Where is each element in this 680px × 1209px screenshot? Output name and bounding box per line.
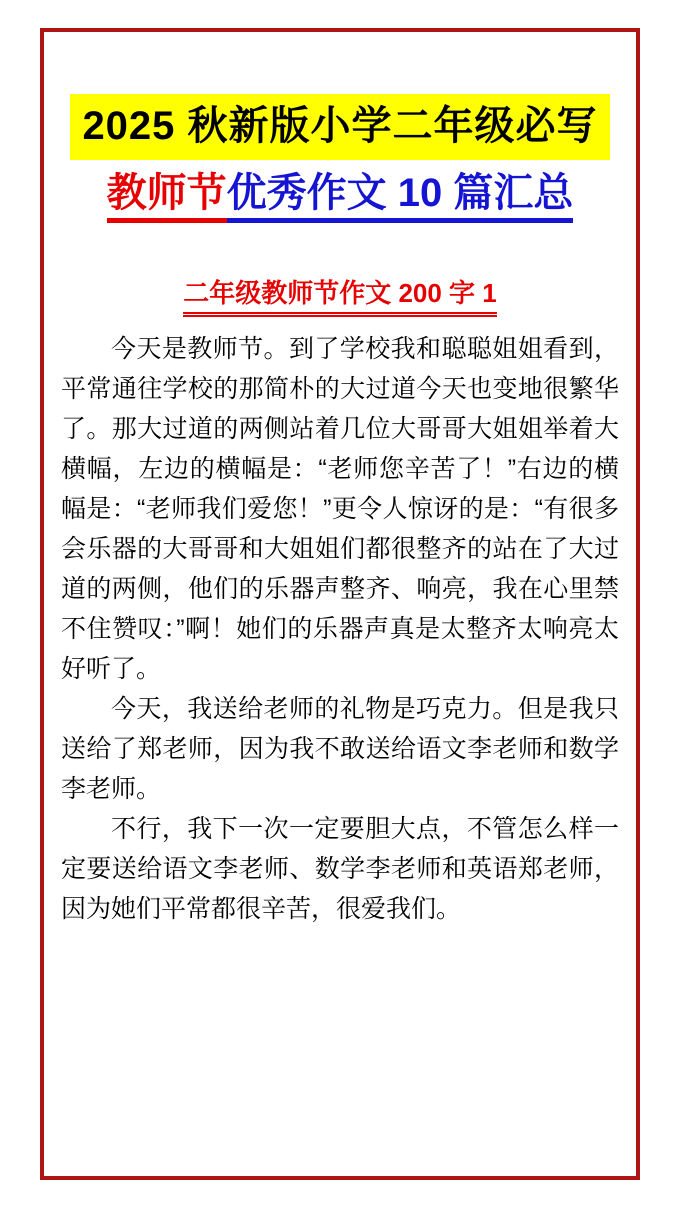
section-heading-row — [44, 273, 636, 317]
title-line-2 — [44, 169, 636, 217]
page-border-frame — [40, 28, 640, 1180]
title-segment-essay-collection: 优秀作文 10 篇汇总 — [227, 171, 574, 223]
section-heading: 二年级教师节作文 200 字 1 — [183, 273, 497, 317]
essay-paragraph-2: 今天，我送给老师的礼物是巧克力。但是我只送给了郑老师，因为我不敢送给语文李老师和数学李老师。 — [61, 695, 619, 804]
title-segment-teachers-day: 教师节 — [107, 171, 227, 223]
main-title-highlighted: 2025 秋新版小学二年级必写 — [70, 94, 609, 160]
main-title-row — [44, 94, 636, 160]
essay-paragraph-3: 不行，我下一次一定要胆大点，不管怎么样一定要送给语文李老师、数学李老师和英语郑老师，因为她们平常都很辛苦，很爱我们。 — [61, 815, 619, 924]
essay-body — [44, 329, 636, 929]
essay-paragraph-1: 今天是教师节。到了学校我和聪聪姐姐看到，平常通往学校的那简朴的大过道今天也变地很繁华了。那大过道的两侧站着几位大哥哥大姐姐举着大横幅，左边的横幅是：“老师您辛苦了！”右边的横幅是：“老师我们爱您！”更令人惊讶的是：“有很多会乐器的大哥哥和大姐姐们都很整齐的站在了大过道的两侧，他们的乐器声整齐、响亮，我在心里禁不住赞叹：”啊！她们的乐器声真是太整齐太响亮太好听了。 — [61, 335, 619, 684]
